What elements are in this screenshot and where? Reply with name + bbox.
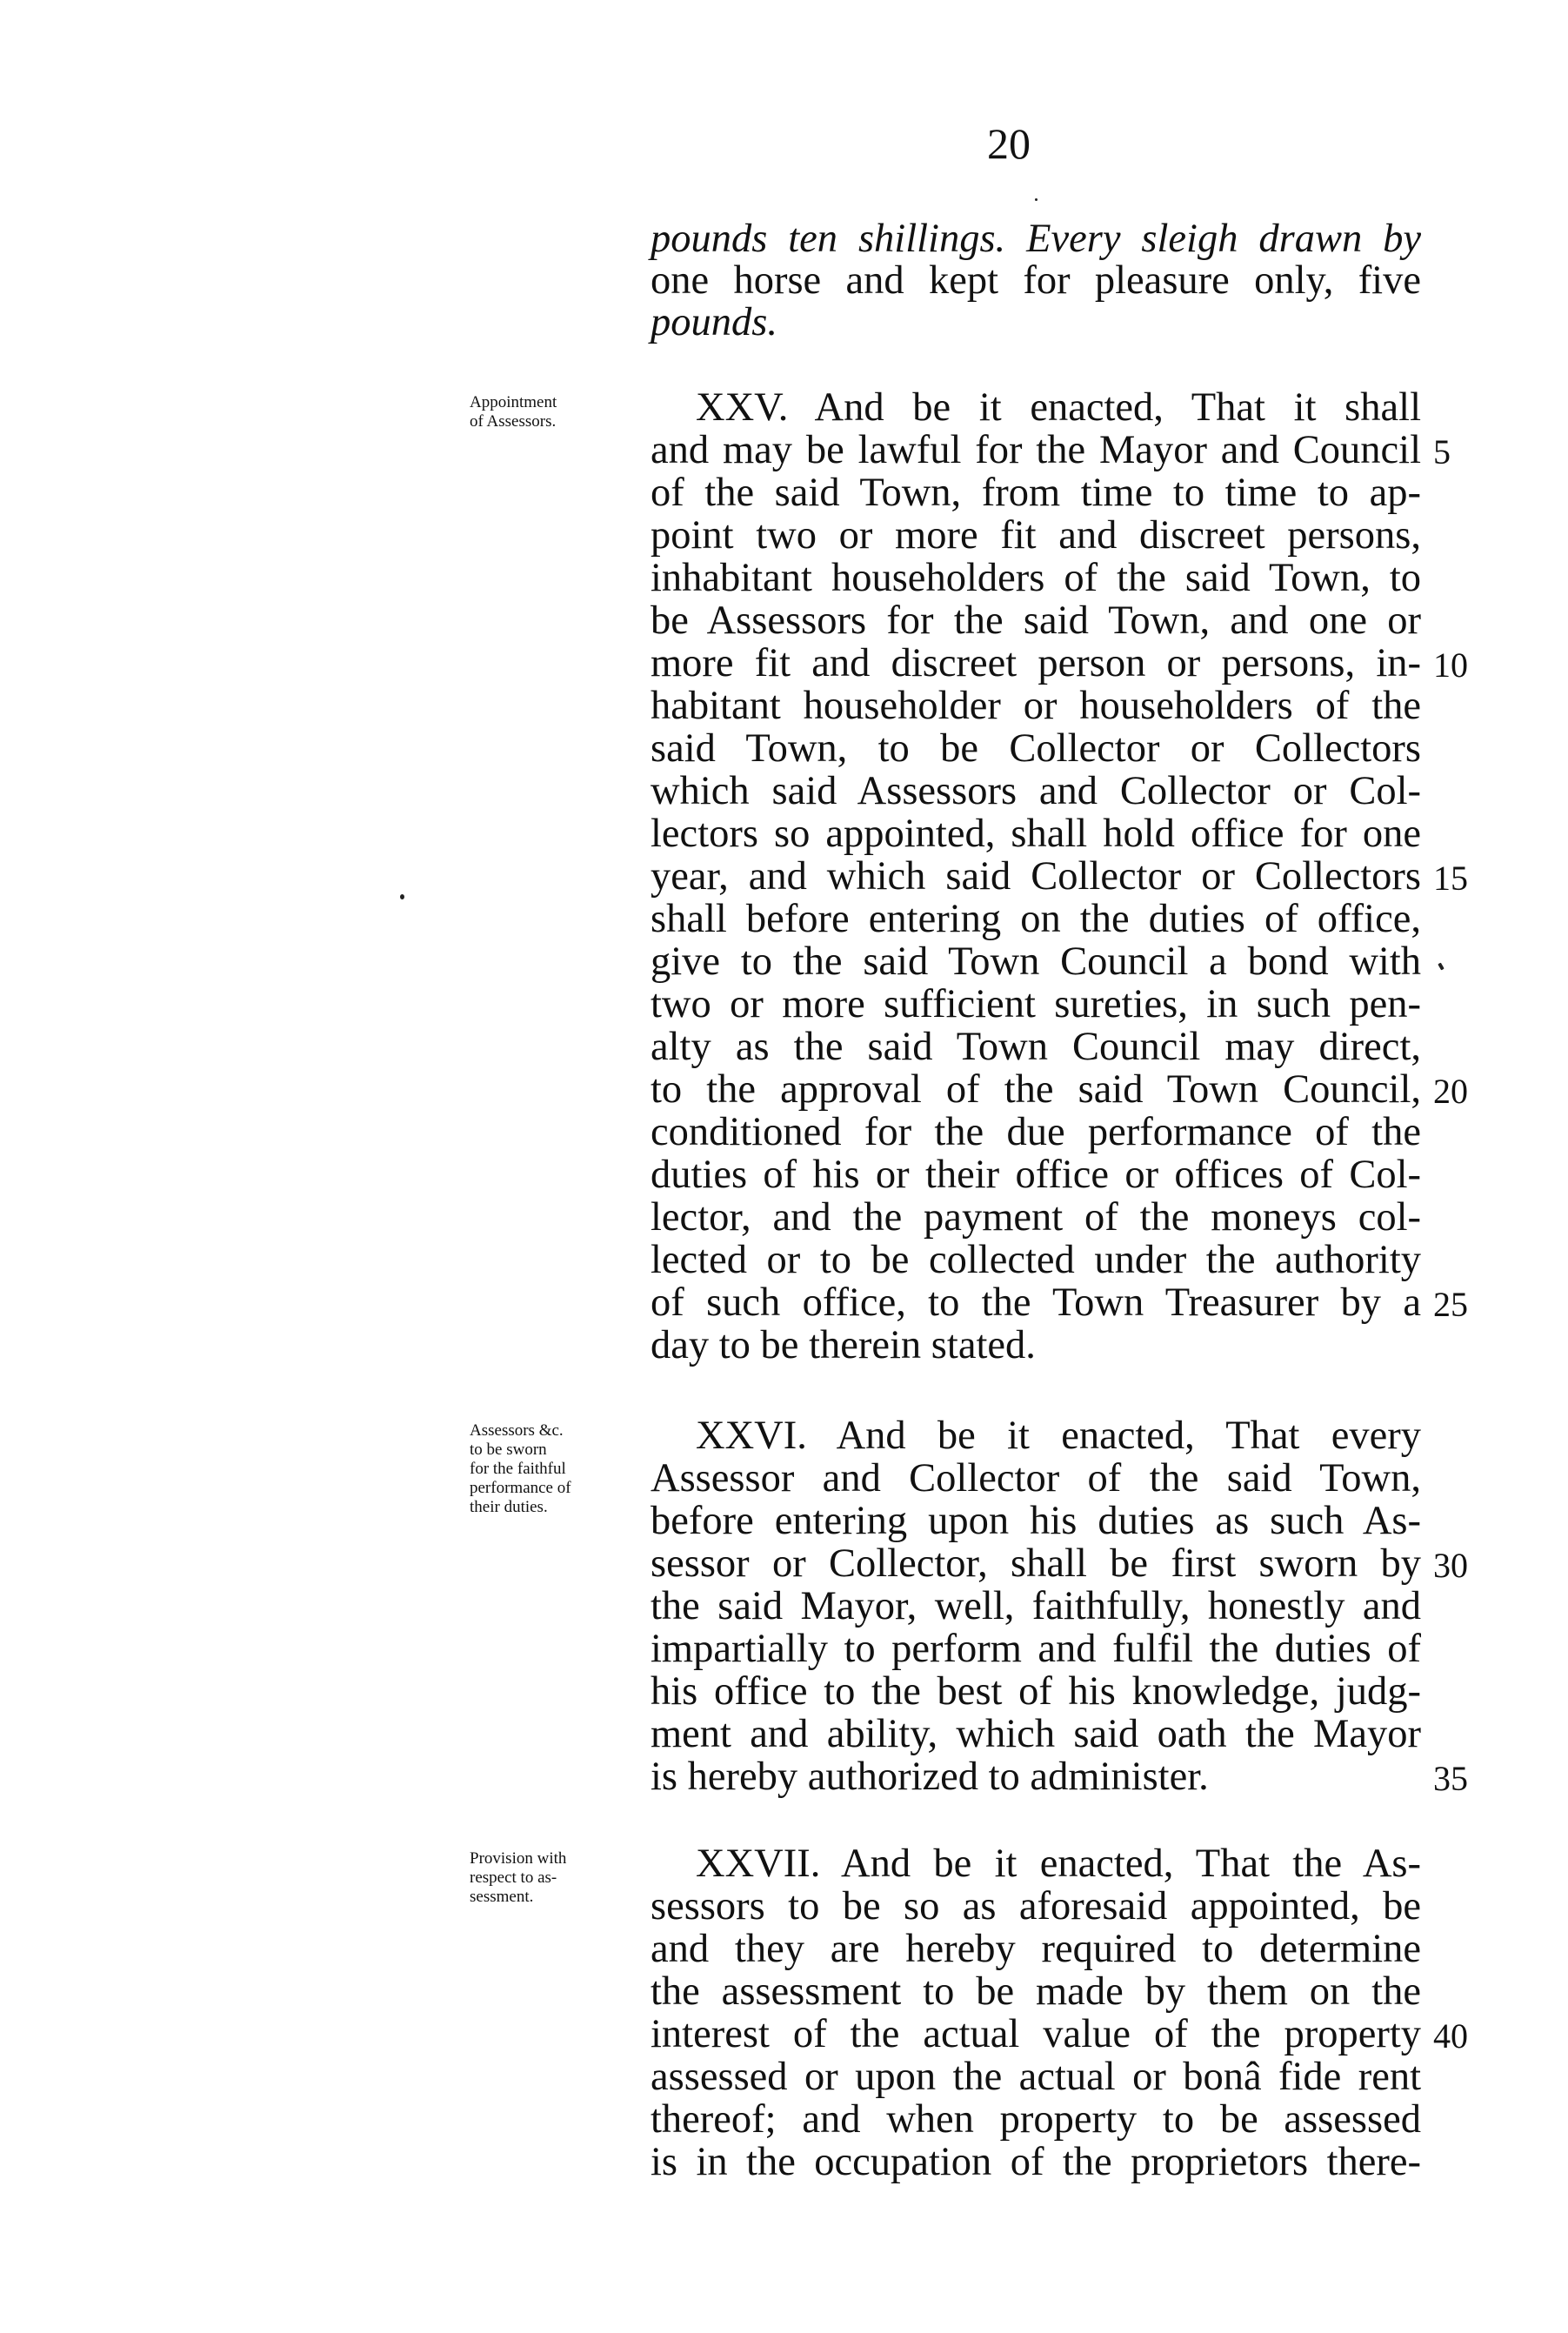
line-number: 30 <box>1433 1546 1468 1585</box>
section-heading-line: XXVI. And be it enacted, That every <box>696 1414 1421 1458</box>
text-line: point two or more fit and discreet persons, <box>651 513 1421 558</box>
marginal-note-line: of Assessors. <box>470 412 557 431</box>
text-line: more fit and discreet person or persons, in- <box>651 641 1421 685</box>
line-number: 25 <box>1433 1285 1468 1324</box>
text-line: said Town, to be Collector or Collectors <box>651 726 1421 771</box>
marginal-note-line: Appointment <box>470 393 557 411</box>
text-line: year, and which said Collector or Collectors <box>651 854 1421 899</box>
text-line: one horse and kept for pleasure only, five <box>651 258 1421 303</box>
text-line: lector, and the payment of the moneys col- <box>651 1195 1421 1240</box>
text-line: sessor or Collector, shall be first sworn by <box>651 1541 1421 1586</box>
text-line: before entering upon his duties as such As- <box>651 1499 1421 1543</box>
text-line: the said Mayor, well, faithfully, honestly and <box>651 1584 1421 1628</box>
text-line: assessed or upon the actual or bonâ fide rent <box>651 2055 1421 2099</box>
marginal-note-line: to be sworn <box>470 1441 547 1459</box>
marginal-note-line: performance of <box>470 1479 571 1497</box>
text-line: of the said Town, from time to time to ap- <box>651 471 1421 515</box>
text-line: ment and ability, which said oath the Mayor <box>651 1712 1421 1756</box>
text-line: shall before entering on the duties of office, <box>651 897 1421 941</box>
text-line: interest of the actual value of the property <box>651 2012 1421 2056</box>
marginal-note-line: Provision with <box>470 1849 567 1868</box>
line-number: 40 <box>1433 2016 1468 2056</box>
line-number: 15 <box>1433 859 1468 898</box>
text-line: of such office, to the Town Treasurer by a <box>651 1280 1421 1325</box>
text-line: inhabitant householders of the said Town, to <box>651 556 1421 600</box>
text-line: be Assessors for the said Town, and one or <box>651 598 1421 643</box>
text-line: is in the occupation of the proprietors there- <box>651 2140 1421 2184</box>
text-line: which said Assessors and Collector or Col- <box>651 769 1421 813</box>
text-line: and they are hereby required to determine <box>651 1927 1421 1971</box>
section-heading-line: XXVII. And be it enacted, That the As- <box>696 1842 1421 1886</box>
scan-speck <box>1035 198 1038 201</box>
text-line: habitant householder or householders of the <box>651 684 1421 728</box>
marginal-note-line: their duties. <box>470 1498 548 1516</box>
text-line: sessors to be so as aforesaid appointed, be <box>651 1884 1421 1929</box>
text-line: pounds ten shillings. Every sleigh drawn by <box>651 217 1421 261</box>
text-line: two or more sufficient sureties, in such pen- <box>651 982 1421 1026</box>
text-line: conditioned for the due performance of the <box>651 1110 1421 1154</box>
text-line: Assessor and Collector of the said Town, <box>651 1456 1421 1501</box>
line-number: 10 <box>1433 645 1468 685</box>
text-line: pounds. <box>651 300 777 344</box>
text-line: lected or to be collected under the authority <box>651 1238 1421 1282</box>
text-line: impartially to perform and fulfil the duties of <box>651 1627 1421 1671</box>
text-line: lectors so appointed, shall hold office for one <box>651 812 1421 856</box>
scan-speck <box>400 894 404 899</box>
marginal-note-line: sessment. <box>470 1888 534 1906</box>
text-line: to the approval of the said Town Council, <box>651 1067 1421 1112</box>
line-number: 20 <box>1433 1072 1468 1111</box>
text-line: thereof; and when property to be assessed <box>651 2097 1421 2142</box>
text-line: is hereby authorized to administer. <box>651 1755 1209 1799</box>
text-line: the assessment to be made by them on the <box>651 1969 1421 2014</box>
line-number: 35 <box>1433 1759 1468 1798</box>
line-number: 5 <box>1433 432 1451 471</box>
text-line: duties of his or their office or offices of Col- <box>651 1153 1421 1197</box>
text-line: day to be therein stated. <box>651 1323 1036 1367</box>
scan-speck <box>1438 963 1444 971</box>
marginal-note-line: Assessors &c. <box>470 1421 564 1440</box>
text-line: give to the said Town Council a bond with <box>651 939 1421 984</box>
text-line: his office to the best of his knowledge, judg- <box>651 1669 1421 1714</box>
marginal-note-line: respect to as- <box>470 1868 557 1887</box>
page-number: 20 <box>987 119 1031 168</box>
text-line: and may be lawful for the Mayor and Council <box>651 428 1421 472</box>
text-line: alty as the said Town Council may direct, <box>651 1025 1421 1069</box>
marginal-note-line: for the faithful <box>470 1460 566 1478</box>
section-heading-line: XXV. And be it enacted, That it shall <box>696 385 1421 430</box>
